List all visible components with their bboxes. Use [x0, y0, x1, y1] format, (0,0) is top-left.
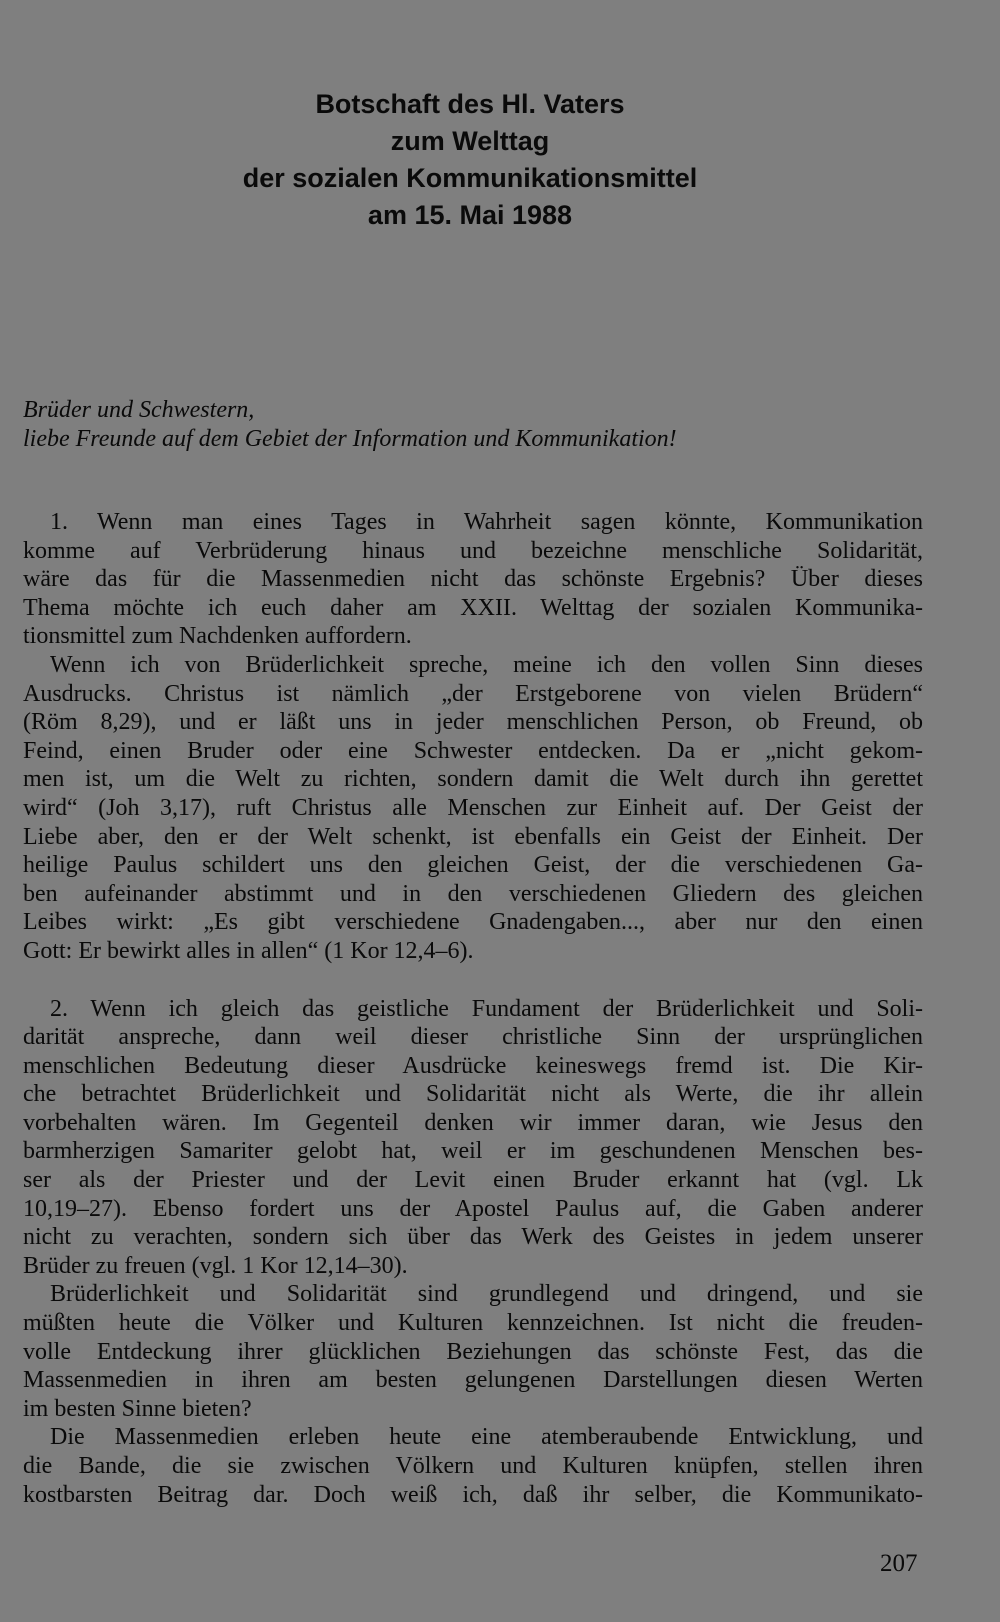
document-title [0, 86, 940, 234]
text-line: menschlichen Bedeutung dieser Ausdrücke keineswegs fremd ist. Die Kir- [23, 1052, 923, 1079]
text-line: barmherzigen Samariter gelobt hat, weil er im geschundenen Menschen bes- [23, 1138, 923, 1165]
text-line: Brüderlichkeit und Solidarität sind grundlegend und dringend, und sie [50, 1281, 923, 1308]
text-line: darität anspreche, dann weil dieser christliche Sinn der ursprünglichen [23, 1024, 923, 1051]
salutation [23, 396, 923, 454]
text-line: müßten heute die Völker und Kulturen kennzeichnen. Ist nicht die freuden- [23, 1310, 923, 1337]
text-line: heilige Paulus schildert uns den gleichen Geist, der die verschiedenen Ga- [23, 852, 923, 879]
text-line: nicht zu verachten, sondern sich über das Werk des Geistes in jedem unserer [23, 1224, 923, 1251]
paragraph-2-3 [23, 1423, 923, 1509]
text-line: Liebe aber, den er der Welt schenkt, ist ebenfalls ein Geist der Einheit. Der [23, 823, 923, 850]
text-line: volle Entdeckung ihrer glücklichen Beziehungen das schönste Fest, das die [23, 1338, 923, 1365]
text-line: Leibes wirkt: „Es gibt verschiedene Gnadengaben..., aber nur den einen [23, 909, 923, 936]
text-line: Brüder zu freuen (vgl. 1 Kor 12,14–30). [23, 1252, 408, 1279]
paragraph-2-2 [23, 1280, 923, 1423]
text-line: Massenmedien in ihren am besten gelungenen Darstellungen diesen Werten [23, 1367, 923, 1394]
body-text [23, 508, 923, 1509]
text-line: Thema möchte ich euch daher am XXII. Welttag der sozialen Kommunika- [23, 594, 923, 621]
title-line: zum Welttag [390, 126, 550, 156]
text-line: men ist, um die Welt zu richten, sondern damit die Welt durch ihn gerettet [23, 766, 923, 793]
text-line: che betrachtet Brüderlichkeit und Solidarität nicht als Werte, die ihr allein [23, 1081, 923, 1108]
text-line: ser als der Priester und der Levit einen Bruder erkannt hat (vgl. Lk [23, 1167, 923, 1194]
text-line: (Röm 8,29), und er läßt uns in jeder menschlichen Person, ob Freund, ob [23, 709, 923, 736]
text-line: Gott: Er bewirkt alles in allen“ (1 Kor 12,4–6). [23, 937, 474, 964]
paragraph-1-1 [23, 508, 923, 651]
text-line: vorbehalten wären. Im Gegenteil denken wir immer daran, wie Jesus den [23, 1109, 923, 1136]
paragraph-2-1 [23, 995, 923, 1281]
title-line: Botschaft des Hl. Vaters [315, 89, 625, 119]
text-line: ben aufeinander abstimmt und in den verschiedenen Gliedern des gleichen [23, 880, 923, 907]
text-line: 10,19–27). Ebenso fordert uns der Apostel Paulus auf, die Gaben anderer [23, 1195, 923, 1222]
text-line: 1. Wenn man eines Tages in Wahrheit sagen könnte, Kommunikation [50, 509, 923, 535]
salutation-line: Brüder und Schwestern, [23, 397, 255, 423]
salutation-line: liebe Freunde auf dem Gebiet der Information und Kommunikation! [23, 426, 677, 452]
text-line: Wenn ich von Brüderlichkeit spreche, meine ich den vollen Sinn dieses [50, 651, 923, 678]
title-line: am 15. Mai 1988 [367, 200, 573, 230]
text-line: kostbarsten Beitrag dar. Doch weiß ich, daß ihr selber, die Kommunikato- [23, 1481, 923, 1508]
text-line: komme auf Verbrüderung hinaus und bezeichne menschliche Solidarität, [23, 537, 923, 564]
page-number: 207 [880, 1550, 918, 1577]
text-line: wird“ (Joh 3,17), ruft Christus alle Menschen zur Einheit auf. Der Geist der [23, 794, 923, 821]
section-gap [23, 966, 923, 995]
title-line: der sozialen Kommunikationsmittel [242, 163, 698, 193]
text-line: Die Massenmedien erleben heute eine atemberaubende Entwicklung, und [50, 1424, 923, 1451]
text-line: Ausdrucks. Christus ist nämlich „der Erstgeborene von vielen Brüdern“ [23, 680, 923, 707]
text-line: wäre das für die Massenmedien nicht das schönste Ergebnis? Über dieses [23, 566, 923, 593]
text-line: 2. Wenn ich gleich das geistliche Fundament der Brüderlichkeit und Soli- [50, 995, 923, 1022]
text-line: die Bande, die sie zwischen Völkern und Kulturen knüpfen, stellen ihren [23, 1453, 923, 1479]
paragraph-1-2 [23, 651, 923, 966]
text-line: Feind, einen Bruder oder eine Schwester entdecken. Da er „nicht gekom- [23, 737, 923, 764]
text-line: im besten Sinne bieten? [23, 1395, 252, 1422]
text-line: tionsmittel zum Nachdenken auffordern. [23, 623, 412, 650]
